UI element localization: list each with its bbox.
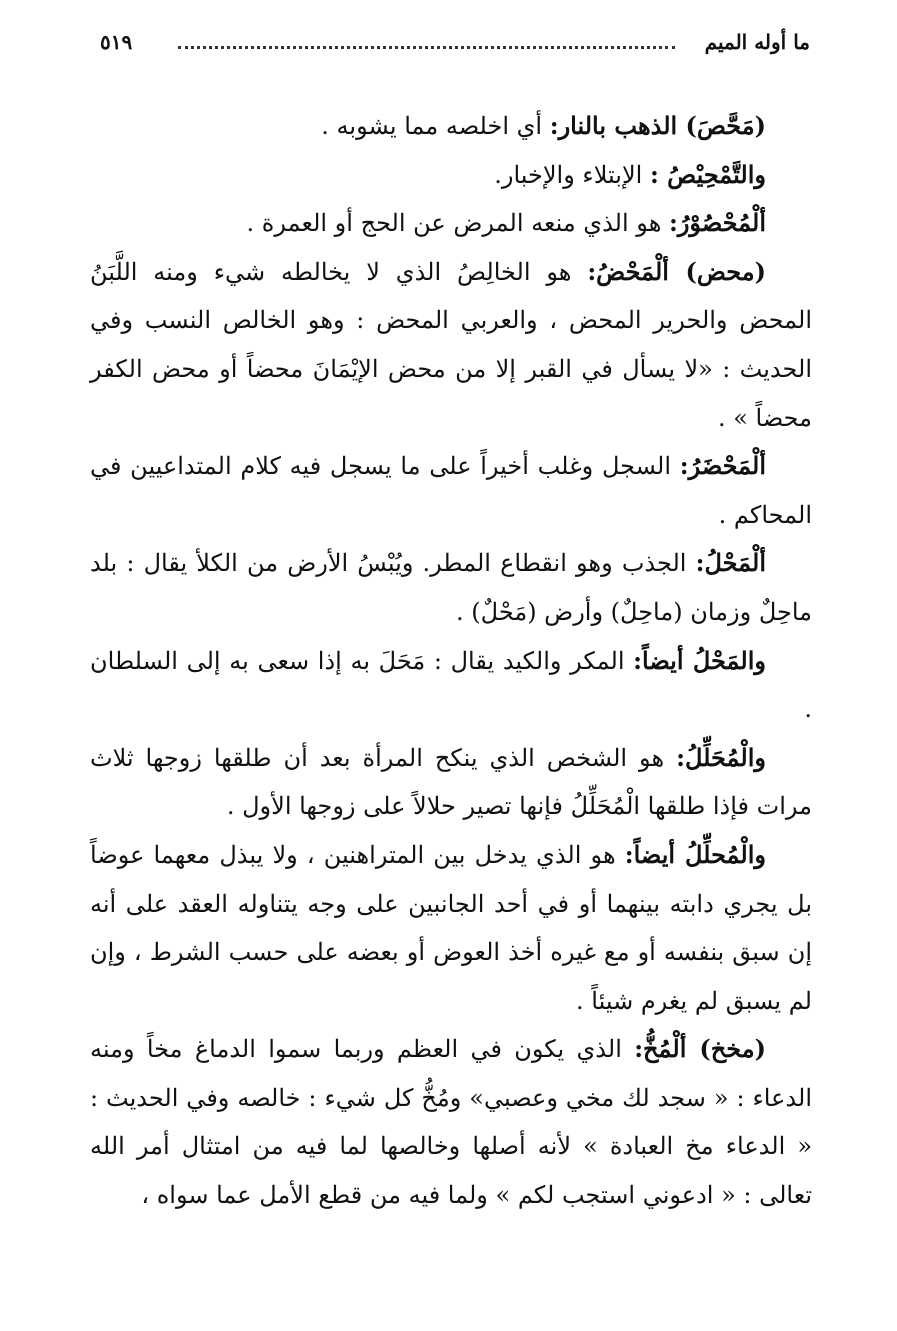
entry-headword: (محض) ألْمَحْضُ: bbox=[587, 256, 766, 286]
entry-headword: والمَحْلُ أيضاً: bbox=[633, 645, 766, 675]
entry-headword: والْمُحَلِّلُ: bbox=[676, 742, 766, 772]
entry-headword: ألْمُحْصُوْرُ: bbox=[668, 208, 766, 238]
entry-definition: هو الشخص الذي ينكح المرأة بعد أن طلقها زوجها ثلاث مرات فإذا طلقها الْمُحَلِّلُ فإنها تصير حلالاً على زوجها الأول . bbox=[90, 743, 812, 821]
entry bbox=[90, 637, 812, 734]
entry-definition: المكر والكيد يقال : مَحَلَ به إذا سعى به إلى السلطان . bbox=[90, 646, 812, 724]
entry bbox=[90, 151, 812, 200]
entry-headword: (مَحَّصَ) الذهب بالنار: bbox=[549, 111, 766, 140]
entry-headword: ألْمَحْلُ: bbox=[695, 548, 766, 578]
page-header bbox=[90, 30, 810, 64]
entry bbox=[90, 102, 812, 151]
entry-headword: والتَّمْحِيْصُ : bbox=[649, 159, 766, 189]
entry-headword: (مخخ) ألْمُخُّ: bbox=[634, 1034, 766, 1064]
entry bbox=[90, 539, 812, 636]
entry-definition: الذي يكون في العظم وربما سموا الدماغ مخاً ومنه الدعاء : « سجد لك مخي وعصبي» ومُخُّ كل شيء : خالصه وفي الحديث : « الدعاء مخ العبادة » لأنه أصلها وخالصها لما فيه من امتثال أمر الله تعالى : « ادعوني استجب لكم » ولما فيه من قطع الأمل عما سواه ، bbox=[90, 1035, 812, 1210]
entry bbox=[90, 1025, 812, 1219]
entry bbox=[90, 831, 812, 1025]
entry-definition: أي اخلصه مما يشوبه . bbox=[321, 112, 550, 140]
entry-definition: الجذب وهو انقطاع المطر. ويُبْسُ الأرض من الكلأ يقال : بلد ماحِلٌ وزمان (ماحِلٌ) وأرض (مَحْلٌ) . bbox=[90, 549, 812, 626]
page-number: ٥١٩ bbox=[100, 30, 133, 54]
entry-headword: ألْمَحْضَرُ: bbox=[679, 451, 766, 481]
entry-definition: السجل وغلب أخيراً على ما يسجل فيه كلام المتداعيين في المحاكم . bbox=[90, 452, 812, 529]
entry-headword: والْمُحلِّلُ أيضاً: bbox=[624, 839, 767, 869]
entry-definition: هو الذي يدخل بين المتراهنين ، ولا يبذل معهما عوضاً بل يجري دابته بينهما أو في أحد الجانبين على وجه يتناوله العقد على أنه إن سبق بنفسه أو مع غيره أخذ العوض أو بعضه على حسب الشرط ، وإن لم يسبق لم يغرم شيئاً . bbox=[90, 840, 812, 1015]
running-title: ما أوله الميم bbox=[704, 30, 810, 54]
entry bbox=[90, 199, 812, 248]
entry bbox=[90, 734, 812, 831]
entry bbox=[90, 442, 812, 539]
leader-dots bbox=[178, 42, 675, 49]
entry bbox=[90, 248, 812, 442]
dictionary-text bbox=[90, 102, 812, 1220]
entry-definition: هو الذي منعه المرض عن الحج أو العمرة . bbox=[246, 209, 669, 238]
entry-definition: الإبتلاء والإخبار. bbox=[494, 160, 650, 189]
entry-definition: هو الخالِصُ الذي لا يخالطه شيء ومنه اللَّبَنُ المحض والحرير المحض ، والعربي المحض : وهو الخالص النسب وفي الحديث : «لا يسأل في القبر إلا من محض الإيْمَانَ محضاً أو محض الكفر محضاً » . bbox=[90, 257, 812, 432]
